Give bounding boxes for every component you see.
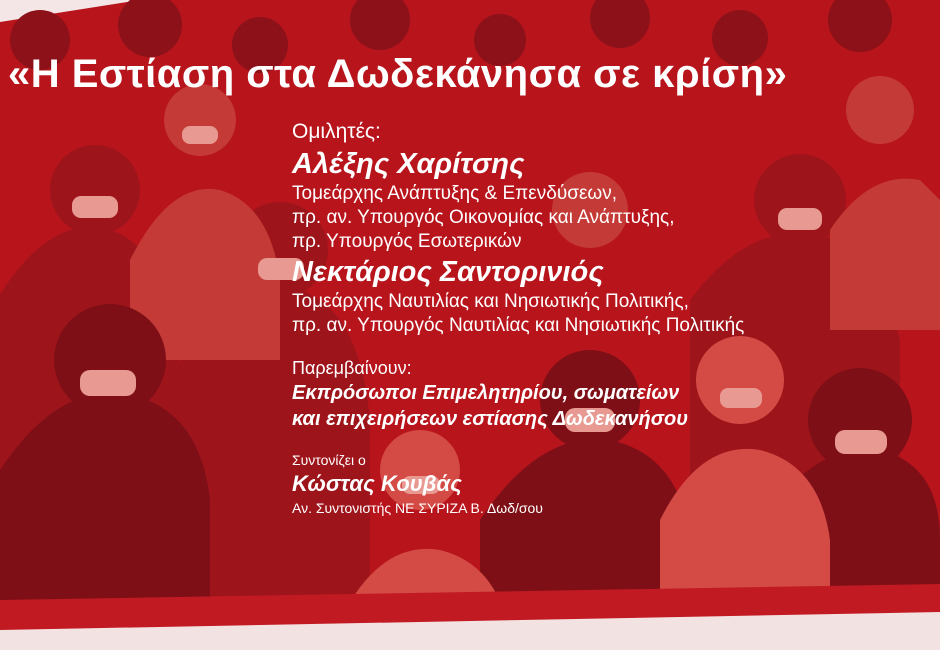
speaker-name: Αλέξης Χαρίτσης (292, 148, 525, 180)
speaker-role: Τομεάρχης Ανάπτυξης & Επενδύσεων, (292, 183, 618, 204)
event-details (292, 118, 932, 518)
event-title: «Η Εστίαση στα Δωδεκάνησα σε κρίση» (8, 52, 788, 96)
speakers-label: Ομιλητές: (292, 120, 381, 143)
participants-line: και επιχειρήσεων εστίασης Δωδεκανήσου (292, 408, 689, 430)
moderator-role: Αν. Συντονιστής ΝΕ ΣΥΡΙΖΑ Β. Δωδ/σου (292, 500, 543, 516)
speaker-role: Τομεάρχης Ναυτιλίας και Νησιωτικής Πολιτικής, (292, 291, 689, 312)
speaker-role: πρ. Υπουργός Εσωτερικών (292, 231, 522, 252)
speaker-role: πρ. αν. Υπουργός Οικονομίας και Ανάπτυξης, (292, 207, 675, 228)
participants-line: Εκπρόσωποι Επιμελητηρίου, σωματείων (292, 382, 680, 404)
participants-label: Παρεμβαίνουν: (292, 358, 412, 378)
moderator-name: Κώστας Κουβάς (292, 471, 462, 496)
speaker-role: πρ. αν. Υπουργός Ναυτιλίας και Νησιωτικής Πολιτικής (292, 315, 745, 336)
speaker-name: Νεκτάριος Σαντορινιός (292, 256, 604, 288)
moderator-label: Συντονίζει ο (292, 452, 366, 468)
